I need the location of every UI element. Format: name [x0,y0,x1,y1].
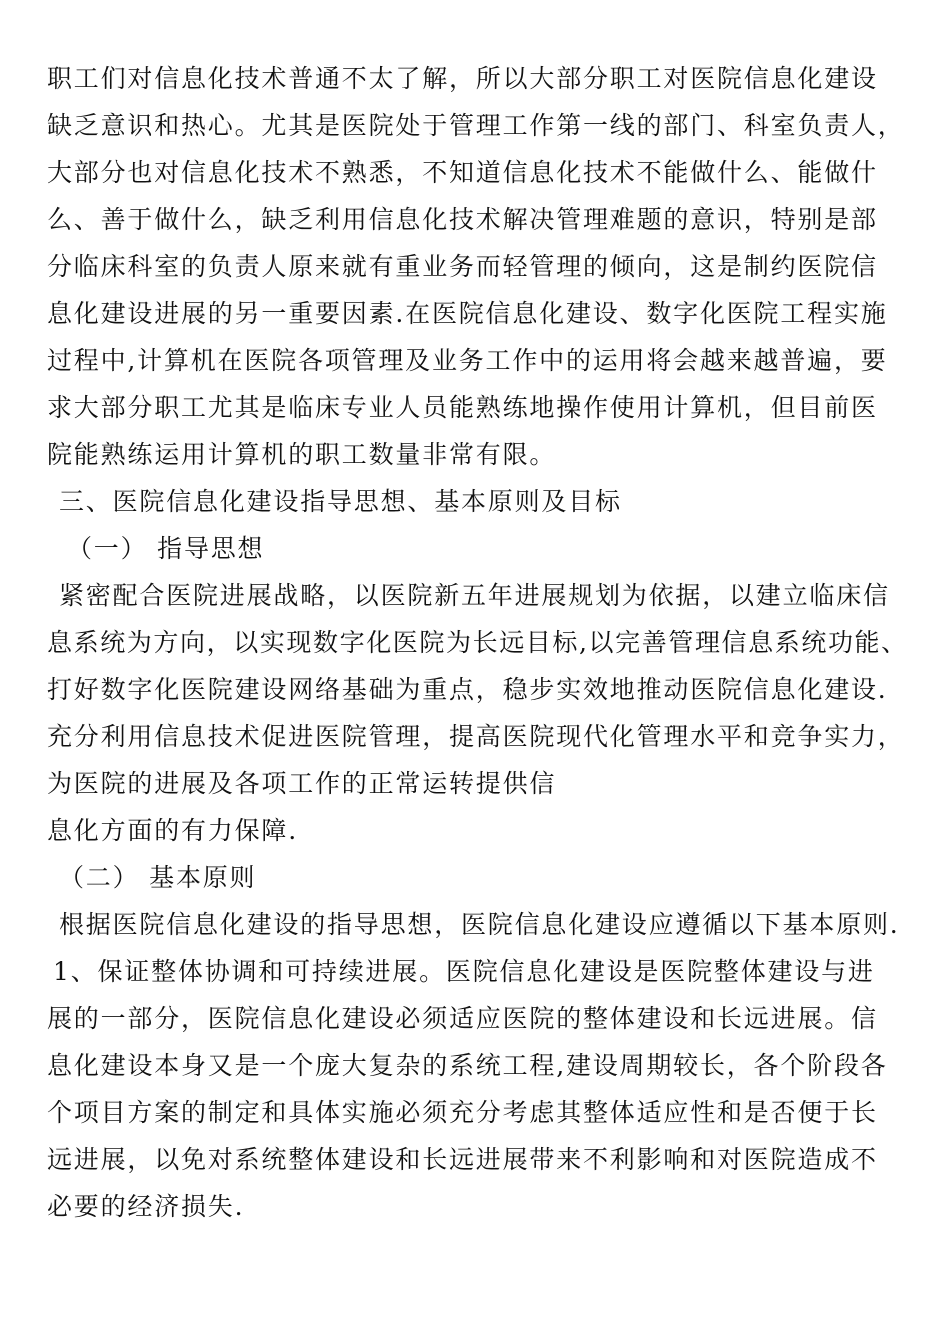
text-line: （二） 基本原则 [59,863,257,892]
text-line: 息化建设进展的另一重要因素.在医院信息化建设、数字化医院工程实施 [47,299,888,328]
text-line: 个项目方案的制定和具体实施必须充分考虑其整体适应性和是否便于长 [47,1098,878,1127]
text-line: 三、医院信息化建设指导思想、基本原则及目标 [59,487,622,516]
text-line: 分临床科室的负责人原来就有重业务而轻管理的倾向，这是制约医院信 [47,252,878,281]
text-line: 职工们对信息化技术普通不太了解，所以大部分职工对医院信息化建设 [47,64,878,93]
text-line: 息化建设本身又是一个庞大复杂的系统工程,建设周期较长，各个阶段各 [47,1051,888,1080]
text-line: 远进展，以免对系统整体建设和长远进展带来不利影响和对医院造成不 [47,1145,878,1174]
text-line: 过程中,计算机在医院各项管理及业务工作中的运用将会越来越普遍，要 [47,346,888,375]
text-line: 根据医院信息化建设的指导思想，医院信息化建设应遵循以下基本原则. [59,910,900,939]
text-line: 紧密配合医院进展战略，以医院新五年进展规划为依据，以建立临床信 [59,581,890,610]
text-line: 息系统为方向，以实现数字化医院为长远目标,以完善管理信息系统功能、 [47,628,908,657]
text-line: 缺乏意识和热心。尤其是医院处于管理工作第一线的部门、科室负责人， [47,111,905,140]
text-line: 展的一部分，医院信息化建设必须适应医院的整体建设和长远进展。信 [47,1004,878,1033]
text-line: 1、保证整体协调和可持续进展。医院信息化建设是医院整体建设与进 [53,957,875,986]
text-line: 必要的经济损失. [47,1192,245,1221]
text-line: 为医院的进展及各项工作的正常运转提供信 [47,769,557,798]
text-line: 求大部分职工尤其是临床专业人员能熟练地操作使用计算机，但目前医 [47,393,878,422]
text-line: 充分利用信息技术促进医院管理，提高医院现代化管理水平和竞争实力， [47,722,905,751]
text-line: 大部分也对信息化技术不熟悉，不知道信息化技术不能做什么、能做什 [47,158,878,187]
text-line: 么、善于做什么，缺乏利用信息化技术解决管理难题的意识，特别是部 [47,205,878,234]
text-line: （一） 指导思想 [67,534,265,563]
document-page [47,55,913,1230]
text-line: 息化方面的有力保障. [47,816,298,845]
text-line: 打好数字化医院建设网络基础为重点，稳步实效地推动医院信息化建设. [47,675,888,704]
text-line: 院能熟练运用计算机的职工数量非常有限。 [47,440,557,469]
